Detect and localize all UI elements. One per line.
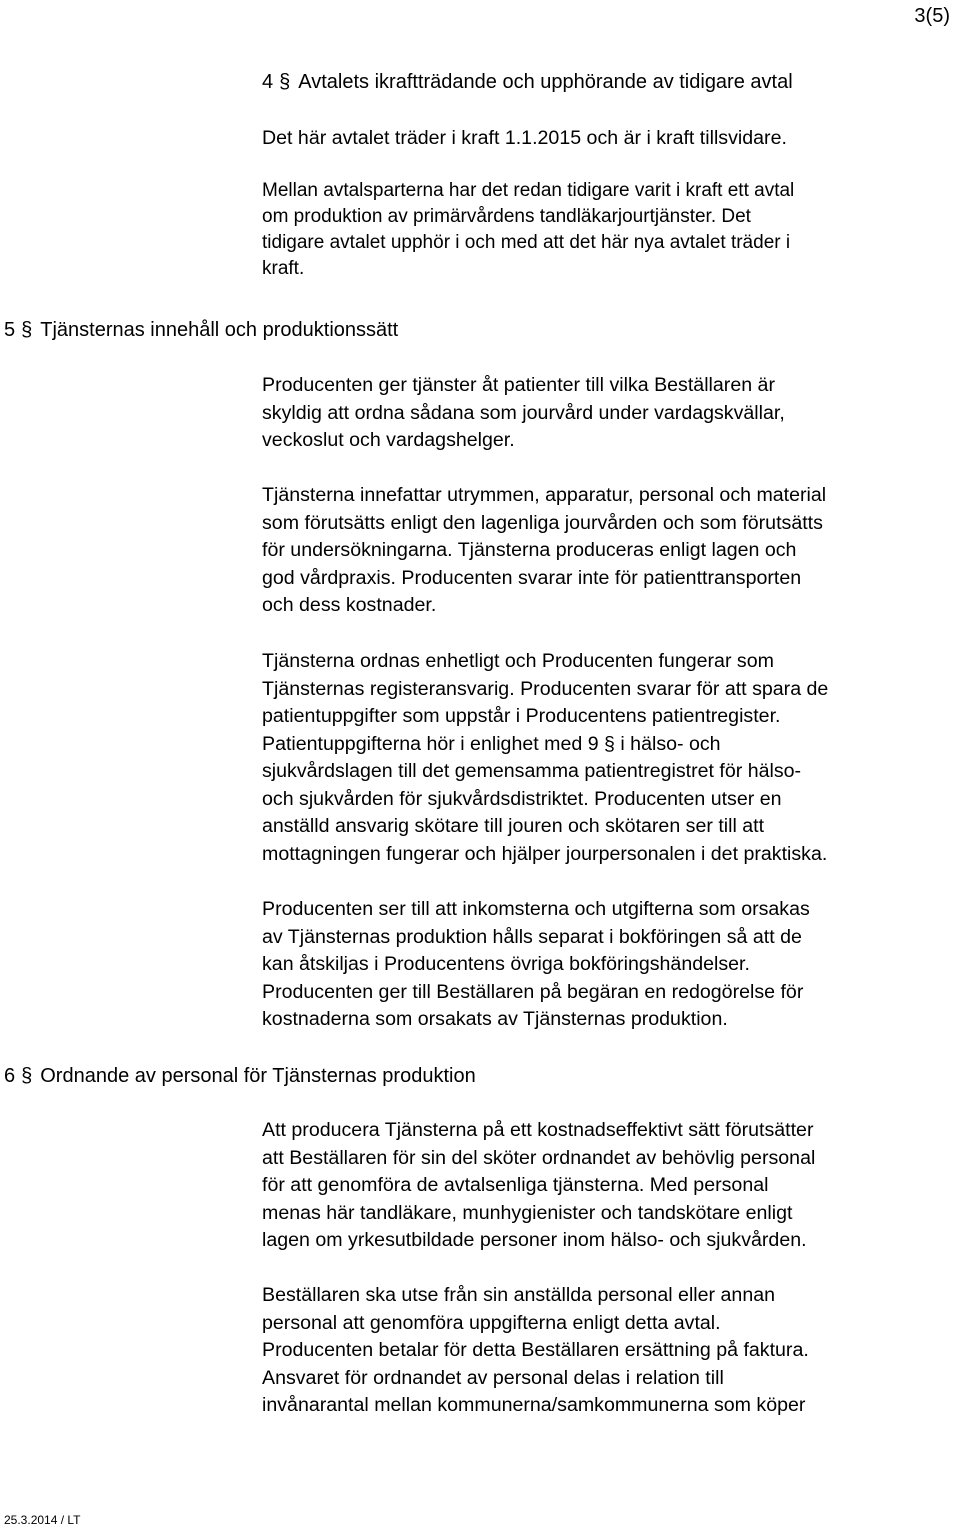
section-number: 6 [4,1065,16,1087]
page-number: 3(5) [914,5,950,27]
paragraph-personnel-organization: Att producera Tjänsterna på ett kostnadseffektivt sätt förutsätter att Beställaren för sin del sköter ordnandet av behövlig personal för att genomföra de avtalsenliga tjänsterna. Med personal menas här tandläkare, munhygienister och tandskötare enligt lagen om yrkesutbildade personer inom hälso- och sjukvården. [262,1119,816,1251]
section-number: 5 [4,319,16,341]
section-title: Avtalets ikraftträdande och upphörande av tidigare avtal [298,71,793,93]
section-symbol: § [279,71,291,93]
paragraph-services-content: Tjänsterna innefattar utrymmen, apparatur, personal och material som förutsätts enligt den lagenliga jourvården och som förutsätts för undersökningarna. Tjänsterna produceras enligt lagen och god vårdpraxis. Producenten svarar inte för patienttransporten och dess kostnader. [262,484,827,616]
section-symbol: § [21,1065,33,1087]
footer-date: 25.3.2014 / LT [4,1513,81,1527]
section-5-heading [4,316,398,344]
section-title: Tjänsternas innehåll och produktionssätt [40,319,399,341]
section-6-heading [4,1062,476,1090]
section-number: 4 [262,71,274,93]
paragraph-personnel-responsibility: Beställaren ska utse från sin anställda personal eller annan personal att genomföra uppgifterna enligt detta avtal. Producenten betalar för detta Beställaren ersättning på faktura. Ansvaret för ordnandet av personal delas i relation till invånarantal mellan kommunerna/samkommunerna som köper [262,1284,809,1416]
section-4-heading [262,68,793,96]
section-title: Ordnande av personal för Tjänsternas produktion [40,1065,476,1087]
paragraph-effective-date: Det här avtalet träder i kraft 1.1.2015 och är i kraft tillsvidare. [262,127,787,149]
section-symbol: § [21,319,33,341]
paragraph-previous-agreement: Mellan avtalsparterna har det redan tidigare varit i kraft ett avtal om produktion av primärvårdens tandläkarjourtjänster. Det tidigare avtalet upphör i och med att det här nya avtalet träder i kraft. [262,180,795,279]
paragraph-services-scope: Producenten ger tjänster åt patienter till vilka Beställaren är skyldig att ordna sådana som jourvård under vardagskvällar, veckoslut och vardagshelger. [262,374,785,451]
paragraph-accounting: Producenten ser till att inkomsterna och utgifterna som orsakas av Tjänsternas produktion hålls separat i bokföringen så att de kan åtskiljas i Producentens övriga bokföringshändelser. Producenten ger till Beställaren på begäran en redogörelse för kostnaderna som orsakats av Tjänsternas produktion. [262,898,810,1030]
paragraph-patient-register: Tjänsterna ordnas enhetligt och Producenten fungerar som Tjänsternas registeransvarig. Producenten svarar för att spara de patientuppgifter som uppstår i Producentens patientregister. Patientuppgifterna hör i enlighet med 9 § i hälso- och sjukvårdslagen till det gemensamma patientregistret för hälso- och sjukvården för sjukvårdsdistriktet. Producenten utser en anställd ansvarig skötare till jouren och skötaren ser till att mottagningen fungerar och hjälper jourpersonalen i det praktiska. [262,650,829,865]
